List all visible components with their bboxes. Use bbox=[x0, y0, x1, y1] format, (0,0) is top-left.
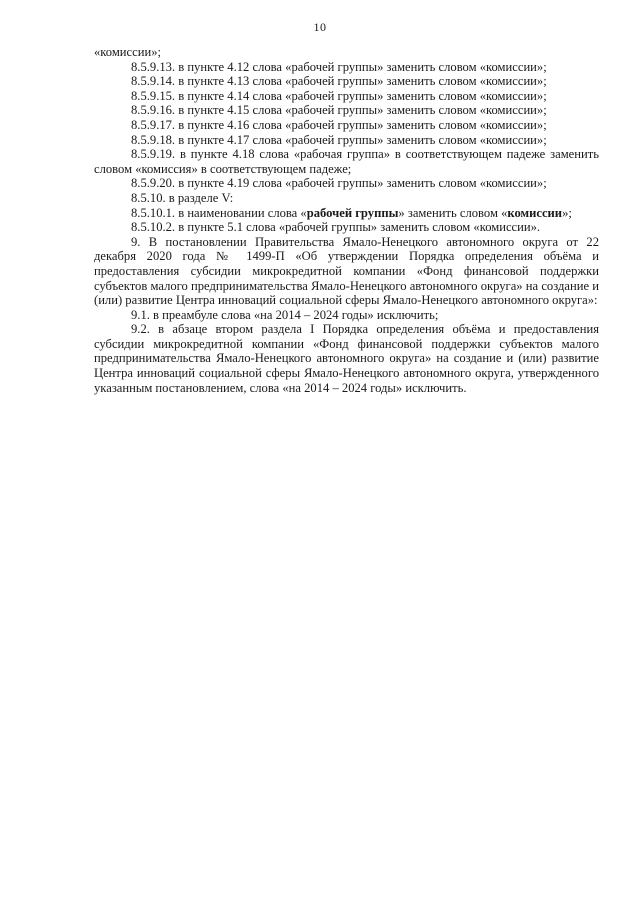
paragraph-8-5-9-19: 8.5.9.19. в пункте 4.18 слова «рабочая группа» в соответствующем падеже заменить словом «комиссия» в соответствующем падеже; bbox=[94, 147, 599, 176]
paragraph-9-1: 9.1. в преамбуле слова «на 2014 – 2024 годы» исключить; bbox=[131, 307, 439, 322]
bold-phrase-working-group: рабочей группы bbox=[306, 205, 399, 220]
paragraph-8-5-10-1-text-a: 8.5.10.1. в наименовании слова « bbox=[131, 205, 307, 220]
paragraph-8-5-9-17: 8.5.9.17. в пункте 4.16 слова «рабочей группы» заменить словом «комиссии»; bbox=[131, 117, 547, 132]
paragraph-8-5-9-13: 8.5.9.13. в пункте 4.12 слова «рабочей группы» заменить словом «комиссии»; bbox=[131, 59, 547, 74]
bold-word-commission: комиссии bbox=[507, 205, 563, 220]
paragraph-8-5-10-2: 8.5.10.2. в пункте 5.1 слова «рабочей группы» заменить словом «комиссии». bbox=[131, 220, 541, 235]
document-body bbox=[94, 45, 599, 395]
paragraph-9-2: 9.2. в абзаце втором раздела I Порядка определения объёма и предоставления субсидии микрокредитной компании «Фонд финансовой поддержки субъектов малого предпринимательства Ямало-Ненецкого автономного округа» на создание и (или) развитие Центра инноваций социальной сферы Ямало-Ненецкого автономного округа, утвержденного указанным постановлением, слова «на 2014 – 2024 годы» исключить. bbox=[94, 322, 599, 395]
paragraph-continuation: «комиссии»; bbox=[94, 45, 161, 59]
paragraph-8-5-9-16: 8.5.9.16. в пункте 4.15 слова «рабочей группы» заменить словом «комиссии»; bbox=[131, 103, 547, 118]
page-number: 10 bbox=[313, 20, 327, 34]
paragraph-8-5-9-18: 8.5.9.18. в пункте 4.17 слова «рабочей группы» заменить словом «комиссии»; bbox=[131, 132, 547, 147]
paragraph-8-5-10-1 bbox=[94, 206, 599, 221]
paragraph-8-5-10-1-text-e: »; bbox=[562, 205, 572, 220]
paragraph-8-5-9-15: 8.5.9.15. в пункте 4.14 слова «рабочей группы» заменить словом «комиссии»; bbox=[131, 88, 547, 103]
paragraph-8-5-10: 8.5.10. в разделе V: bbox=[131, 190, 234, 205]
paragraph-8-5-10-1-text-c: » заменить словом « bbox=[398, 205, 508, 220]
paragraph-8-5-9-20: 8.5.9.20. в пункте 4.19 слова «рабочей группы» заменить словом «комиссии»; bbox=[131, 176, 547, 191]
paragraph-9: 9. В постановлении Правительства Ямало-Ненецкого автономного округа от 22 декабря 2020 года № 1499-П «Об утверждении Порядка определения объёма и предоставления субсидии микрокредитной компании «Фонд финансовой поддержки субъектов малого предпринимательства Ямало-Ненецкого автономного округа» на создание и (или) развитие Центра инноваций социальной сферы Ямало-Ненецкого автономного округа»: bbox=[94, 234, 599, 308]
paragraph-8-5-9-14: 8.5.9.14. в пункте 4.13 слова «рабочей группы» заменить словом «комиссии»; bbox=[131, 74, 547, 89]
